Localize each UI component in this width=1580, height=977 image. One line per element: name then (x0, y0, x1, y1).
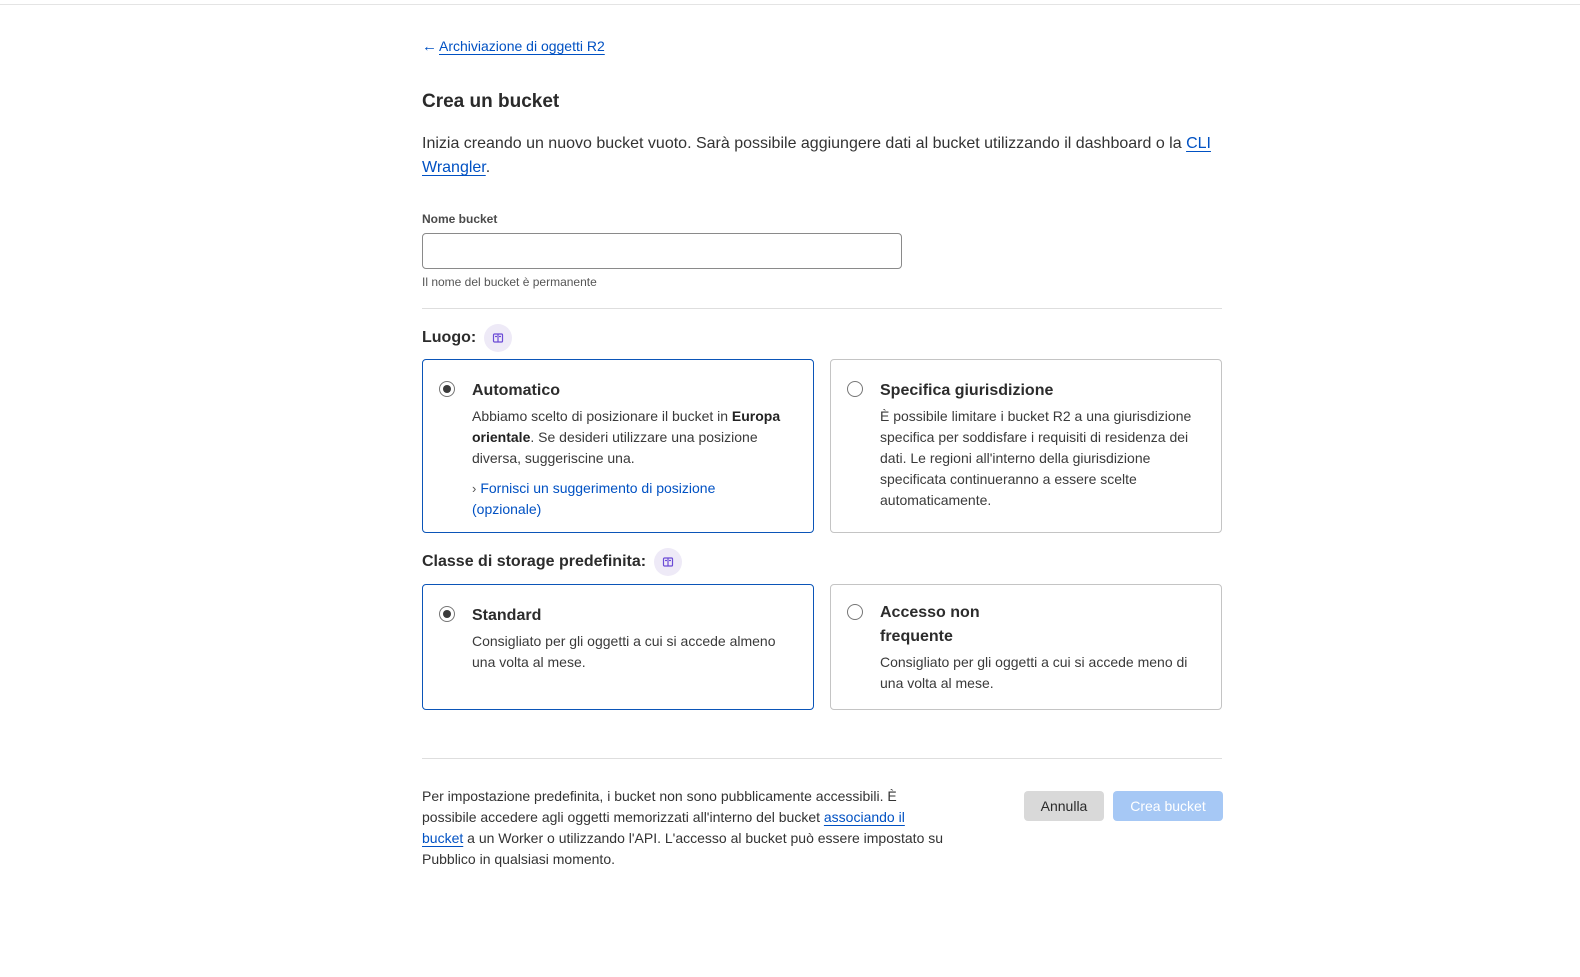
location-hint-toggle[interactable] (472, 478, 772, 520)
storage-class-label-text: Classe di storage predefinita: (422, 553, 647, 570)
desc-part-end: . Se desideri utilizzare una posizione diversa, suggeriscine una. (472, 429, 758, 466)
note-part: Per impostazione predefinita, i bucket non sono pubblicamente accessibili. È possibile accedere agli oggetti memorizzati all'interno del bucket (422, 788, 897, 825)
option-description (472, 406, 798, 469)
intro-text (422, 132, 1222, 180)
intro-text-end: . (485, 159, 491, 176)
public-access-note (422, 786, 947, 870)
wrangler-cli-link[interactable]: CLI Wrangler (422, 135, 1211, 176)
option-title: Standard (472, 607, 542, 624)
option-title: Specifica giurisdizione (880, 382, 1054, 399)
footer-divider (422, 758, 1222, 759)
back-link[interactable] (422, 38, 605, 54)
storage-option-standard[interactable] (422, 584, 814, 710)
radio-automatic[interactable] (439, 381, 455, 397)
location-option-automatic[interactable] (422, 359, 814, 533)
option-description: Consigliato per gli oggetti a cui si accede meno di una volta al mese. (880, 654, 1188, 691)
bucket-name-input[interactable] (422, 233, 902, 269)
intro-text-part: Inizia creando un nuovo bucket vuoto. Sarà possibile aggiungere dati al bucket utilizzando il dashboard o la (422, 135, 1187, 152)
note-part-end: a un Worker o utilizzando l'API. L'accesso al bucket può essere impostato su Pubblico in qualsiasi momento. (422, 830, 944, 867)
option-description: È possibile limitare i bucket R2 a una giurisdizione specifica per soddisfare i requisiti di residenza dei dati. Le regioni all'interno della giurisdizione specificata continueranno a essere scelte automaticamente. (880, 408, 1192, 508)
radio-standard[interactable] (439, 606, 455, 622)
option-title: Automatico (472, 382, 560, 399)
radio-infrequent-access[interactable] (847, 604, 863, 620)
back-link-label: Archiviazione di oggetti R2 (439, 38, 605, 54)
book-icon[interactable] (484, 324, 512, 352)
top-divider (0, 4, 1580, 5)
bucket-name-label: Nome bucket (422, 212, 498, 226)
chevron-right-icon: › (472, 481, 477, 496)
desc-part: Abbiamo scelto di posizionare il bucket in (472, 408, 732, 424)
bucket-name-help: Il nome del bucket è permanente (422, 275, 597, 289)
location-section-label (422, 324, 512, 352)
radio-jurisdiction[interactable] (847, 381, 863, 397)
bind-bucket-link[interactable]: associando il bucket (422, 809, 905, 846)
page-title: Crea un bucket (422, 91, 560, 112)
cancel-button[interactable]: Annulla (1024, 791, 1104, 821)
selected-region: Europa orientale (472, 408, 781, 445)
location-option-jurisdiction[interactable] (830, 359, 1222, 533)
option-title: Accesso non frequente (880, 604, 980, 645)
storage-option-infrequent-access[interactable] (830, 584, 1222, 710)
arrow-left-icon: ← (422, 37, 437, 55)
create-bucket-button[interactable]: Crea bucket (1113, 791, 1223, 821)
location-label-text: Luogo: (422, 329, 477, 346)
location-hint-label: Fornisci un suggerimento di posizione (opzionale) (472, 480, 716, 517)
storage-class-section-label (422, 548, 682, 576)
option-description: Consigliato per gli oggetti a cui si accede almeno una volta al mese. (472, 633, 776, 670)
section-divider (422, 308, 1222, 309)
book-icon[interactable] (654, 548, 682, 576)
